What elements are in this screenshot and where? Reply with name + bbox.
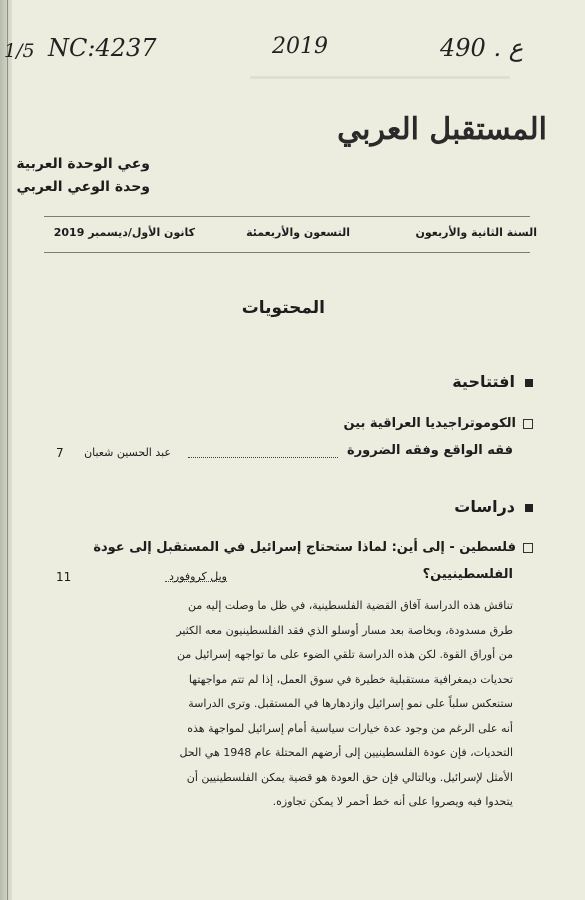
abstract-line: الأمثل لإسرائيل. وبالتالي فإن حق العودة هو قضية يمكن الفلسطينيين أن <box>186 770 513 784</box>
section-bullet <box>525 379 533 387</box>
abstract-line: يتحدوا فيه ويصروا على أنه خط أحمر لا يمكن تجاوزه. <box>272 795 513 808</box>
tagline-1: وعي الوحدة العربية <box>16 156 150 172</box>
entry-checkbox-icon <box>523 419 533 429</box>
handwritten-code: ع . 490 <box>440 34 524 62</box>
entry-checkbox-icon <box>523 543 533 553</box>
toc-entry-page-1: 7 <box>56 446 64 460</box>
header-rule-top <box>44 216 530 217</box>
toc-entry-title-2a[interactable] <box>93 540 533 555</box>
toc-entry-author-1: عبد الحسين شعبان <box>84 446 171 459</box>
toc-entry-title-1b[interactable]: فقه الواقع وفقه الضرورة <box>347 443 513 458</box>
leader-dots <box>188 456 338 458</box>
section-heading-editorial <box>452 372 533 391</box>
masthead-title: المستقبل العربي <box>337 112 547 147</box>
issue-date-label: كانون الأول/ديسمبر 2019 <box>53 226 195 239</box>
abstract-line: طرق مسدودة، وبخاصة بعد مسار أوسلو الذي فقد الفلسطينيون معه الكثير <box>176 623 513 637</box>
section-bullet <box>525 504 533 512</box>
abstract-line: أنه على الرغم من وجود عدة خيارات سياسية أمام إسرائيل لمواجهة هذه <box>187 721 513 735</box>
toc-entry-title-1a[interactable] <box>344 416 533 431</box>
issue-year-label: السنة الثانية والأربعون <box>415 226 537 239</box>
tagline-2: وحدة الوعي العربي <box>16 179 150 195</box>
entry-title-line: الكوموتراجيديا العراقية بين <box>343 416 516 431</box>
toc-entry-author-2: ويل كروفورد <box>169 570 227 583</box>
handwritten-call-number: NC:4237 <box>48 34 157 62</box>
section-heading-text: دراسات <box>454 497 515 516</box>
abstract-paragraph <box>73 594 513 815</box>
issue-number-label: التسعون والأربعمئة <box>246 226 350 239</box>
abstract-line: تحديات ديمغرافية مستقبلية خطيرة في سوق العمل، إذا لم تتم مواجهتها <box>188 672 513 686</box>
binding-gutter <box>0 0 12 900</box>
toc-entry-page-2: 11 <box>56 570 72 584</box>
handwritten-year: 2019 <box>272 34 328 59</box>
bleed-through-mark <box>250 62 510 96</box>
contents-title: المحتويات <box>241 298 325 318</box>
header-rule-bottom <box>44 252 530 253</box>
abstract-line: من أوراق القوة. لكن هذه الدراسة تلقي الضوء على ما تواجهه إسرائيل من <box>176 648 513 661</box>
entry-title-line: فلسطين - إلى أين: لماذا ستحتاج إسرائيل في المستقبل إلى عودة <box>93 540 516 555</box>
section-heading-text: افتتاحية <box>452 372 515 391</box>
toc-entry-title-2b[interactable]: الفلسطينيين؟ <box>422 567 513 582</box>
handwritten-left-mark: 1/5 <box>4 40 35 62</box>
abstract-line: ستنعكس سلباً على نمو إسرائيل وازدهارها في المستقبل. وترى الدراسة <box>188 697 513 710</box>
section-heading-studies <box>454 497 533 516</box>
abstract-line: التحديات، فإن عودة الفلسطينيين إلى أرضهم المحتلة عام 1948 هي الحل <box>179 746 513 759</box>
abstract-line: تناقش هذه الدراسة آفاق القضية الفلسطينية، في ظل ما وصلت إليه من <box>187 599 513 612</box>
gutter-line <box>7 0 8 900</box>
